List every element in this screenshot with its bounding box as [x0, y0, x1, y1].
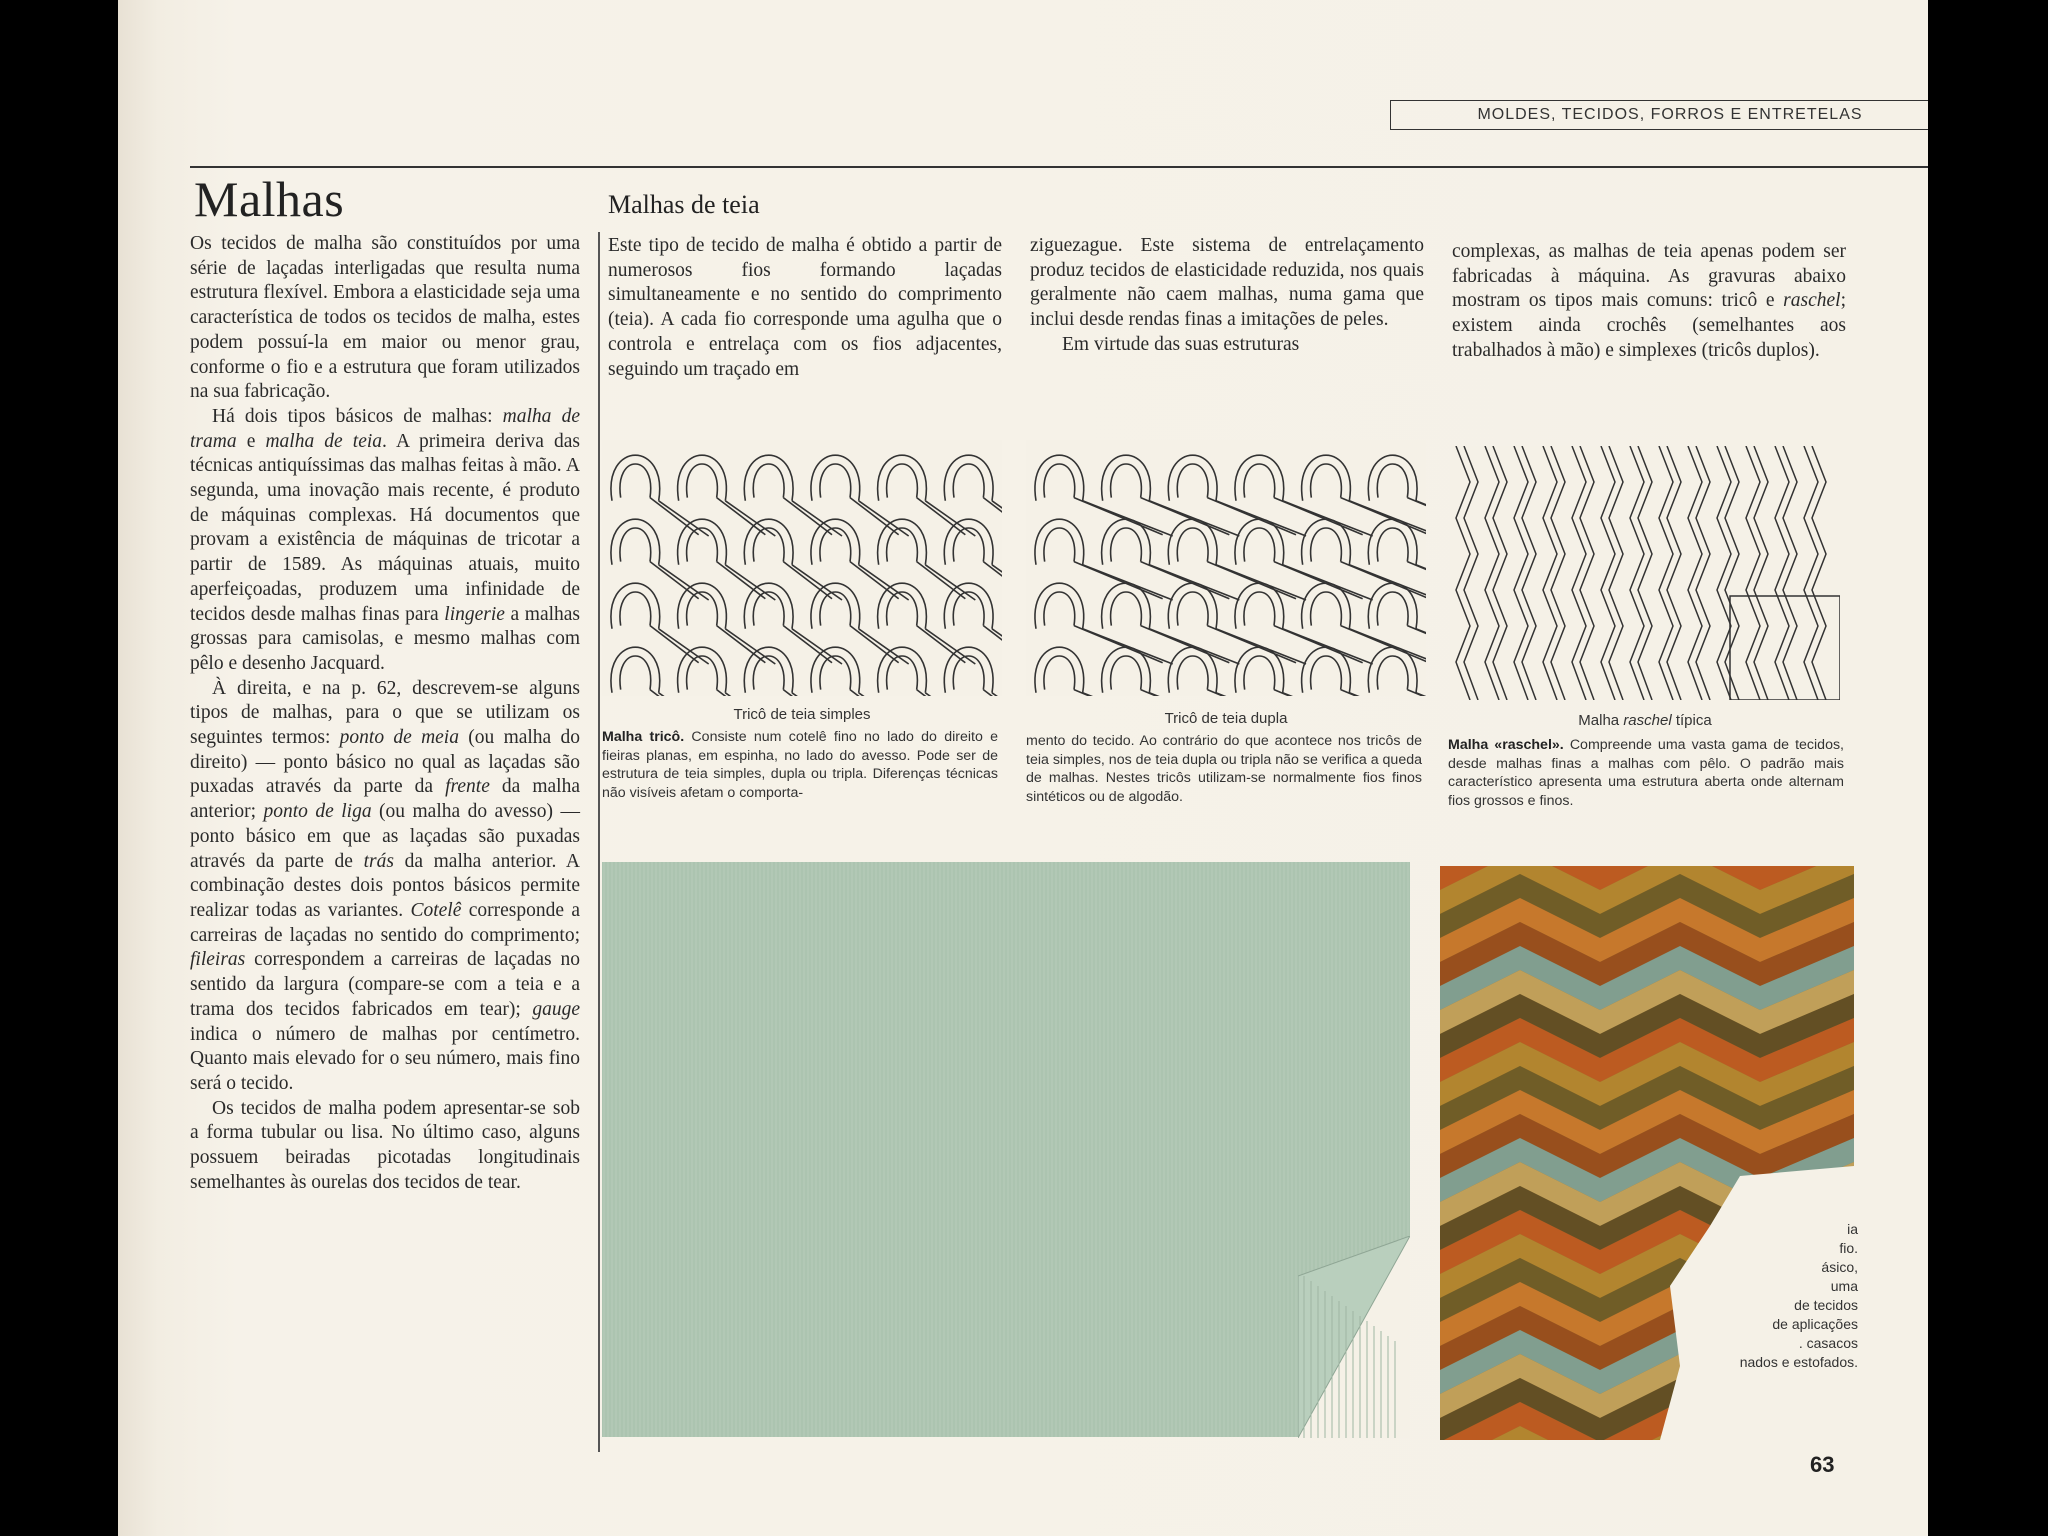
caption-line: de aplicações [1772, 1316, 1858, 1332]
diagram-single-warp-knit [602, 440, 1002, 696]
section-title: Malhas de teia [608, 190, 760, 219]
book-page [118, 0, 1928, 1536]
paragraph: ziguezague. Este sistema de entrelaçamento produz tecidos de elasticidade reduzida, nos quais geralmente não caem malhas, numa gama que inclui desde rendas finas a imitações de peles. [1030, 235, 1424, 331]
paragraph: complexas, as malhas de teia apenas podem ser fabricadas à máquina. As gravuras abaixo mostram os tipos mais comuns: tricô e raschel; existem ainda crochês (semelhantes aos trabalhados à mão) e simplexes (tricôs duplos). [1452, 241, 1846, 361]
caption-line: ia [1847, 1221, 1858, 1237]
caption-malha-trico: Malha tricô. Consiste num cotelê fino no lado do direito e fieiras planas, em espinha, no lado do avesso. Pode ser de estrutura de teia simples, dupla ou tripla. Diferenças técnicas não visíveis afetam o comporta- [602, 729, 998, 801]
paragraph: Os tecidos de malha podem apresentar-se sob a forma tubular ou lisa. No último caso, alguns possuem beiradas picotadas longitudinais semelhantes às ourelas dos tecidos de tear. [190, 1097, 580, 1193]
paragraph: À direita, e na p. 62, descrevem-se alguns tipos de malhas, para o que se utilizam os seguintes termos: ponto de meia (ou malha do direito) — ponto básico no qual as laçadas são puxadas através da parte da frente da malha anterior; ponto de liga (ou malha do avesso) — ponto básico em que as laçadas são puxadas através da parte de trás da malha anterior. A combinação destes dois pontos básicos permite realizar todas as variantes. Cotelê corresponde a carreiras de laçadas no sentido do comprimento; fileiras correspondem a carreiras de laçadas no sentido da largura (compare-se com a teia e a trama dos tecidos fabricados em tear); gauge indica o número de malhas por centímetro. Quanto mais elevado for o seu número, mais fino será o tecido. [190, 677, 581, 1094]
overlay-caption-fragment [1698, 1220, 1858, 1372]
caption-malha-raschel: Malha «raschel». Compreende uma vasta gama de tecidos, desde malhas finas a malhas com pêlo. O padrão mais característico apresenta uma estrutura aberta onde alternam fios grossos e finos. [1448, 737, 1844, 809]
scan-border-right [1928, 0, 2048, 1536]
caption-line: nados e estofados. [1739, 1354, 1858, 1370]
column-rule [598, 232, 600, 1452]
column-2 [608, 234, 1002, 382]
fabric-fold-corner [1298, 1236, 1410, 1438]
running-head: MOLDES, TECIDOS, FORROS E ENTRETELAS [1390, 100, 1928, 130]
figure-3-title: Malha raschel típica [1578, 712, 1712, 729]
paragraph: Este tipo de tecido de malha é obtido a partir de numerosos fios formando laçadas simultaneamente e no sentido do comprimento (teia). A cada fio corresponde uma agulha que o controla e entrelaça com os fios adjacentes, seguindo um traçado em [608, 235, 1002, 380]
paragraph: Há dois tipos básicos de malhas: malha de trama e malha de teia. A primeira deriva das técnicas antiquíssimas das malhas feitas à mão. A segunda, uma inovação mais recente, é produto de máquinas complexas. Há documentos que provam a existência de máquinas de tricotar a partir de 1589. As máquinas atuais, muito aperfeiçoadas, produzem uma infinidade de tecidos desde malhas finas para lingerie a malhas grossas para camisolas, e mesmo malhas com pêlo e desenho Jacquard. [190, 405, 581, 674]
caption-line: fio. [1839, 1240, 1858, 1256]
paragraph: Em virtude das suas estruturas [1062, 333, 1300, 355]
diagram-raschel [1450, 446, 1840, 700]
caption-line: . casacos [1798, 1335, 1858, 1351]
header-rule [190, 166, 1928, 168]
diagram-double-warp-knit [1026, 440, 1426, 696]
page-number: 63 [1810, 1452, 1835, 1477]
column-4 [1452, 240, 1846, 364]
figure-1-title: Tricô de teia simples [733, 706, 871, 723]
caption-line: uma [1830, 1278, 1858, 1294]
page-title: Malhas [194, 171, 345, 227]
caption-line: ásico, [1821, 1259, 1858, 1275]
fabric-swatch-green-trico [602, 862, 1410, 1437]
paragraph: Os tecidos de malha são constituídos por uma série de laçadas interligadas que resulta numa estrutura flexível. Embora a elasticidade seja uma característica de todos os tecidos de malha, estes podem possuí-la em maior ou menor grau, conforme o fio e a estrutura que foram utilizados na sua fabricação. [190, 233, 580, 403]
scan-border-left [0, 0, 118, 1536]
column-1 [190, 232, 580, 1195]
caption-trico-teia-dupla: mento do tecido. Ao contrário do que acontece nos tricôs de teia simples, nos de teia dupla ou tripla não se verifica a queda de malhas. Nestes tricôs utilizam-se normalmente fios finos sintéticos ou de algodão. [1026, 733, 1422, 805]
figure-2-title: Tricô de teia dupla [1164, 710, 1288, 727]
column-3 [1030, 234, 1424, 358]
caption-line: de tecidos [1794, 1297, 1858, 1313]
